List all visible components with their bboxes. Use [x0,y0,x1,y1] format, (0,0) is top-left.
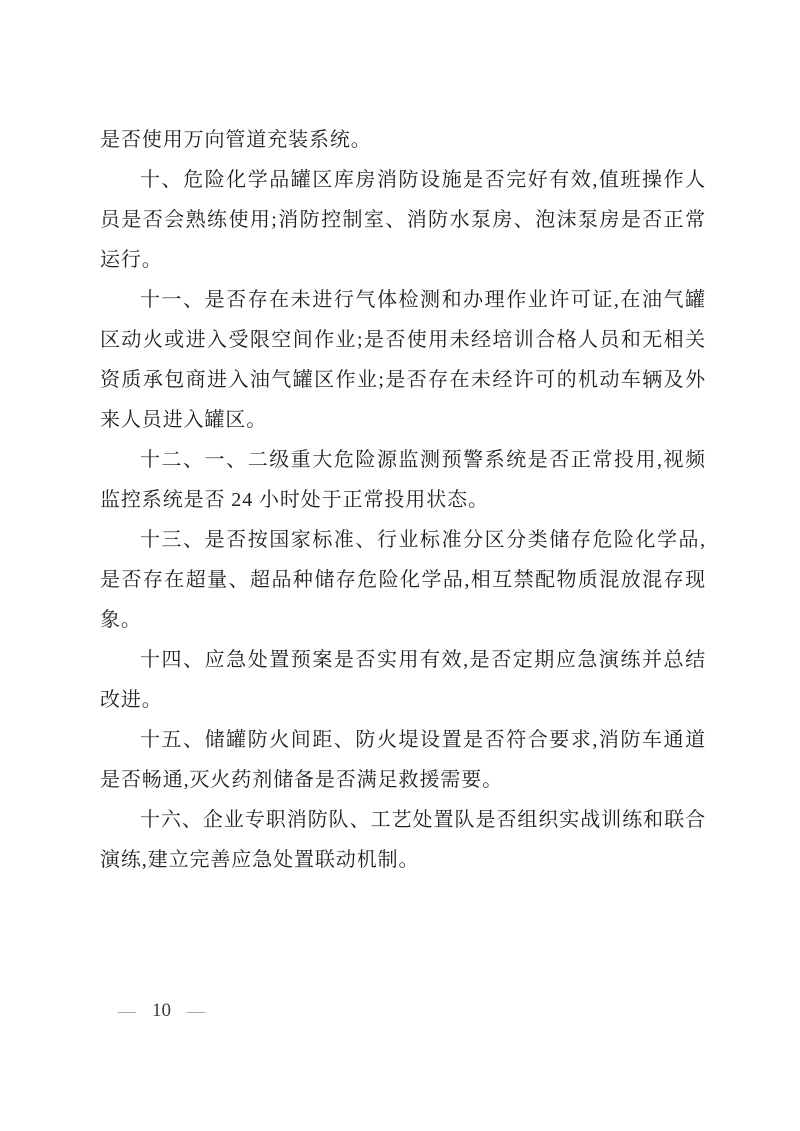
paragraph: 十一、是否存在未进行气体检测和办理作业许可证,在油气罐区动火或进入受限空间作业;是否使用未经培训合格人员和无相关资质承包商进入油气罐区作业;是否存在未经许可的机动车辆及外来人员进入罐区。 [100,289,706,431]
document-body [100,120,706,880]
paragraph: 十六、企业专职消防队、工艺处置队是否组织实战训练和联合演练,建立完善应急处置联动机制。 [100,809,706,871]
paragraph: 十五、储罐防火间距、防火堤设置是否符合要求,消防车通道是否畅通,灭火药剂储备是否满足救援需要。 [100,729,706,791]
footer-dash-left: — [118,1000,136,1021]
paragraph: 十四、应急处置预案是否实用有效,是否定期应急演练并总结改进。 [100,649,706,711]
paragraph: 十二、一、二级重大危险源监测预警系统是否正常投用,视频监控系统是否 24 小时处于正常投用状态。 [100,449,706,511]
paragraph: 是否使用万向管道充装系统。 [100,129,372,151]
paragraph: 十三、是否按国家标准、行业标准分区分类储存危险化学品,是否存在超量、超品种储存危险化学品,相互禁配物质混放混存现象。 [100,529,706,631]
paragraph: 十、危险化学品罐区库房消防设施是否完好有效,值班操作人员是否会熟练使用;消防控制室、消防水泵房、泡沫泵房是否正常运行。 [100,169,706,271]
page-number: 10 [152,1000,171,1021]
page-footer [118,1000,205,1022]
footer-dash-right: — [187,1000,205,1021]
